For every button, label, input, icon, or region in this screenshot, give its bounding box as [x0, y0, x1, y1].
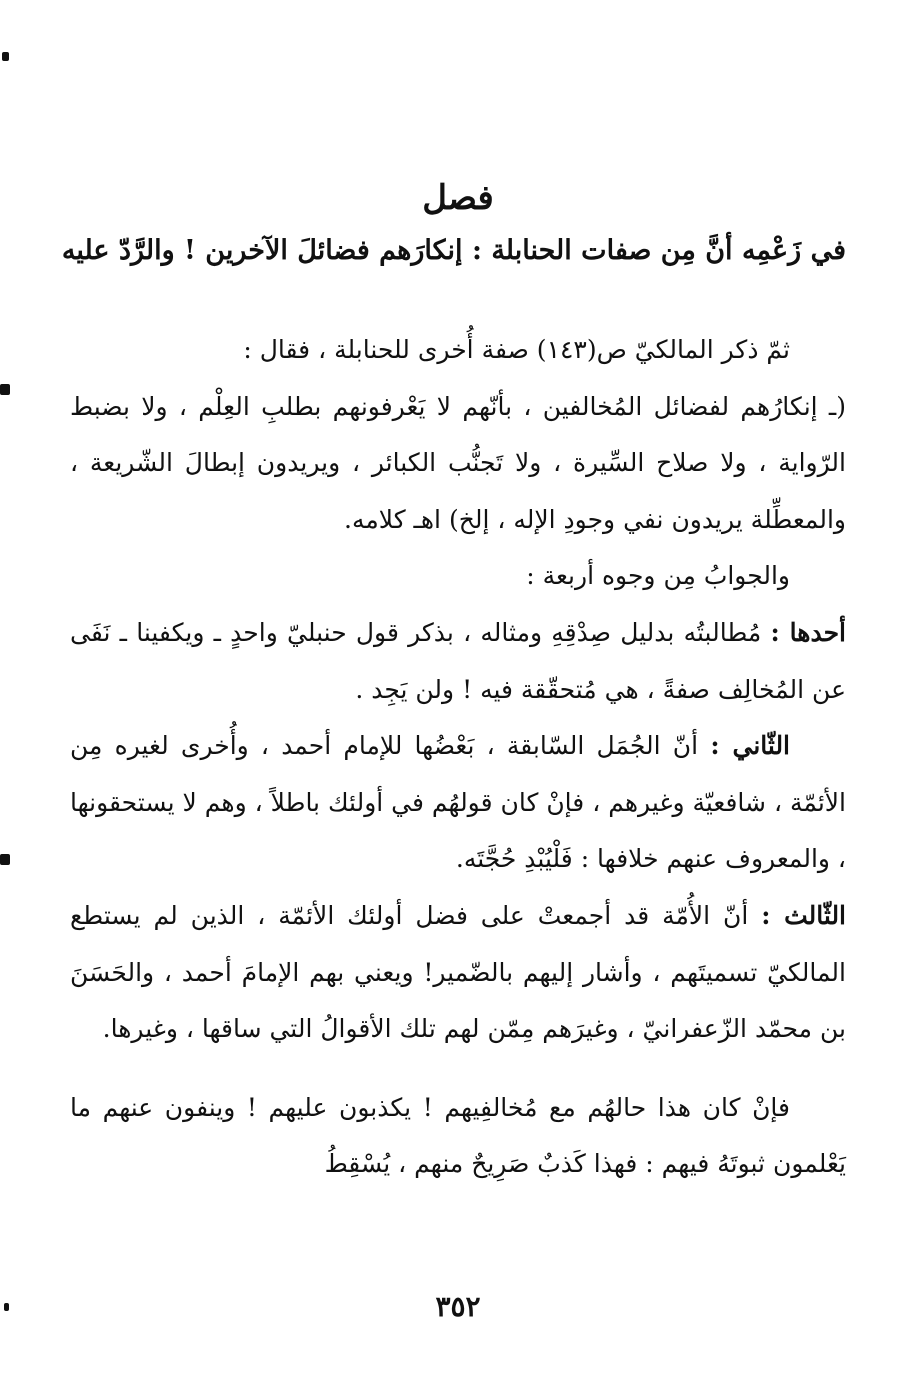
section-title: فصل: [422, 178, 494, 218]
body-text: [70, 322, 846, 1193]
second-point-lead: الثّاني :: [710, 731, 791, 761]
third-point-text: أنّ الأُمّة قد أجمعتْ على فضل أولئك الأئمّة ، الذين لم يستطع المالكيّ تسميتَهم ، وأشار إليهم بالضّمير! ويعني بهم الإمامَ أحمد ، والحَسَنَ بن محمّد الزّعفرانيّ ، وغيرَهم مِمّن لهم تلك الأقوالُ التي ساقها ، وغيرها.: [70, 900, 846, 1044]
margin-scan-mark: [0, 384, 10, 395]
margin-scan-mark: [2, 52, 9, 61]
first-point-text: مُطالبتُه بدليل صِدْقِهِ ومثاله ، بذكر قول حنبليّ واحدٍ ـ ويكفينا ـ نَفَى عن المُخالِف صفةً ، هي مُتحقّقة فيه ! ولن يَجِد .: [70, 617, 846, 704]
paragraph-conclusion: فإنْ كان هذا حالهُم مع مُخالفِيهم ! يكذبون عليهم ! وينفون عنهم ما يَعْلمون ثبوتَهُ فيهم : فهذا كَذبٌ صَرِيحٌ منهم ، يُسْقِطُ: [70, 1092, 846, 1179]
paragraph-first-point: [70, 605, 846, 718]
margin-scan-mark: [4, 1303, 9, 1311]
second-point-text: أنّ الجُمَل السّابقة ، بَعْضُها للإمام أحمد ، وأُخرى لغيره مِن الأئمّة ، شافعيّة وغيرهم ، فإنْ كان قولهُم في أولئك باطلاً ، وهم لا يستحقونها ، والمعروف عنهم خلافها : فَلْيُبْدِ حُجَّتَه.: [70, 731, 846, 874]
document-page: [61, 0, 847, 1394]
paragraph-quote: (ـ إنكارُهم لفضائل المُخالفين ، بأنّهم لا يَعْرفونهم بطلبِ العِلْم ، ولا بضبط الرّواية ، ولا صلاح السِّيرة ، ولا تَجنُّب الكبائر ، ويريدون إبطالَ الشّريعة ، والمعطِّلة يريدون نفي وجودِ الإله ، إلخ) اهـ كلامه.: [70, 391, 846, 534]
paragraph-intro: ثمّ ذكر المالكيّ ص(١٤٣) صفة أُخرى للحنابلة ، فقال :: [243, 335, 790, 364]
paragraph-answer-intro: والجوابُ مِن وجوه أربعة :: [526, 561, 790, 591]
paragraph-second-point: [70, 718, 846, 888]
section-subtitle: في زَعْمِه أنَّ مِن صفات الحنابلة : إنكارَهم فضائلَ الآخرين ! والرَّدّ عليه: [61, 235, 846, 266]
paragraph-third-point: [70, 888, 846, 1058]
page-number: ٣٥٢: [435, 1290, 481, 1323]
first-point-lead: أحدها :: [770, 617, 846, 647]
third-point-lead: الثّالث :: [761, 900, 847, 930]
margin-scan-mark: [0, 854, 10, 865]
